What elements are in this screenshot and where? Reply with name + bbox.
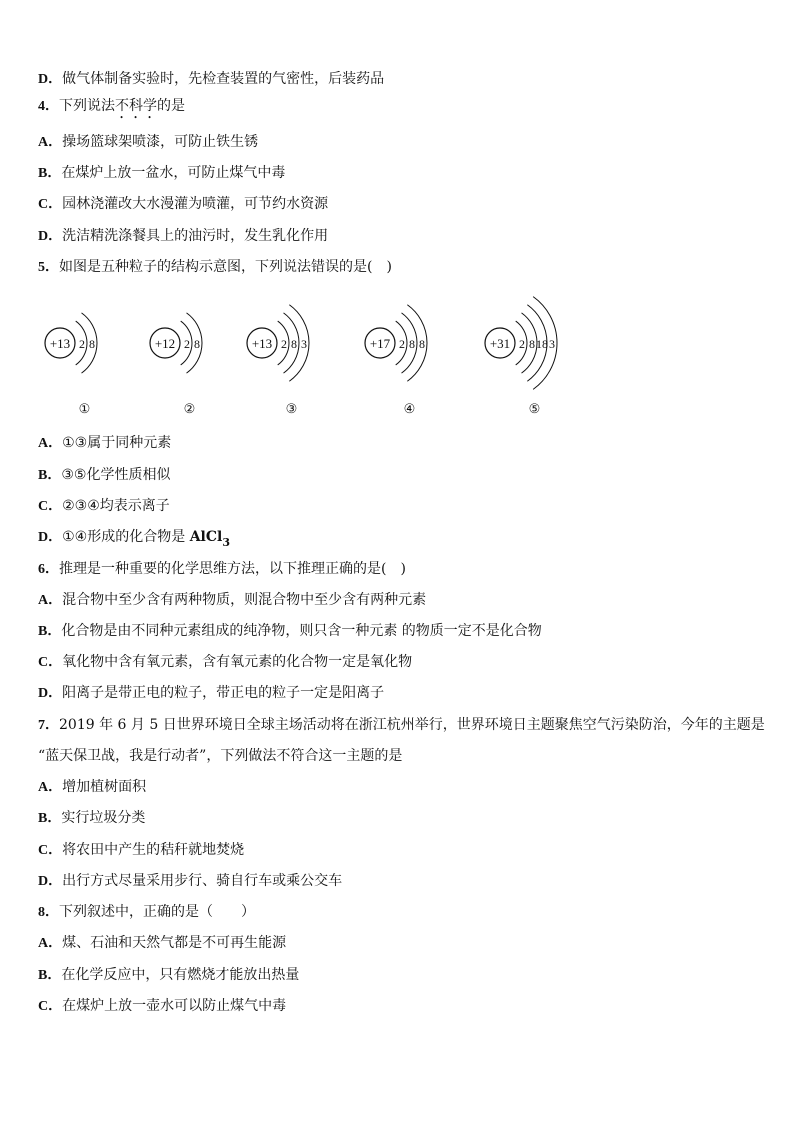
chemical-formula: AlCl	[189, 529, 223, 545]
item-label: A．	[38, 436, 63, 451]
shell-electron-count: 2	[79, 337, 85, 351]
line-text: 推理是一种重要的化学思维方法，以下推理正确的是( )	[59, 561, 406, 577]
line-text: 化合物是由不同种元素组成的纯净物，则只含一种元素 的物质一定不是化合物	[61, 623, 542, 639]
shell-electron-count: 8	[409, 337, 415, 351]
item-label: D．	[38, 72, 63, 87]
item-label: B．	[38, 468, 62, 483]
item-label: A．	[38, 780, 63, 795]
text-line	[38, 653, 412, 672]
line-text: 做气体制备实验时，先检查装置的气密性，后装药品	[62, 71, 385, 87]
text-line	[38, 434, 171, 453]
line-text: 煤、石油和天然气都是不可再生能源	[62, 935, 287, 951]
text-line	[38, 560, 406, 579]
nucleus-charge: +13	[251, 336, 273, 351]
text-line	[38, 872, 342, 891]
text-line	[38, 227, 328, 246]
item-label: 8．	[38, 905, 59, 920]
item-label: C．	[38, 843, 63, 858]
line-text: 洗洁精洗涤餐具上的油污时，发生乳化作用	[62, 228, 329, 244]
shell-electron-count: 8	[291, 337, 297, 351]
shell-electron-count: 18	[536, 337, 548, 351]
text-line	[38, 778, 146, 797]
shell-electron-count: 3	[549, 337, 555, 351]
item-label: C．	[38, 655, 63, 670]
item-label: C．	[38, 999, 63, 1014]
shell-electron-count: 8	[89, 337, 95, 351]
line-text: 出行方式尽量采用步行、骑自行车或乘公交车	[62, 873, 343, 889]
atom-diagram	[247, 305, 309, 416]
shell-electron-count: 2	[399, 337, 405, 351]
line-text: 2019 年 6 月 5 日世界环境日全球主场活动将在浙江杭州举行，世界环境日主题聚焦空气污染防治，今年的主题是	[59, 717, 765, 733]
nucleus-charge: +17	[369, 336, 391, 351]
diagram-index: ②	[183, 401, 196, 416]
nucleus-charge: +13	[49, 336, 71, 351]
item-label: 5．	[38, 260, 59, 275]
atom-diagram	[150, 313, 202, 416]
item-label: B．	[38, 166, 62, 181]
item-label: D．	[38, 874, 63, 889]
text-line	[38, 97, 185, 122]
nucleus-charge: +31	[489, 336, 511, 351]
line-text: 下列叙述中，正确的是（ ）	[59, 904, 255, 920]
text-line	[38, 622, 542, 641]
text-line	[38, 591, 426, 610]
shell-electron-count: 8	[529, 337, 535, 351]
text-line	[38, 258, 392, 277]
text-line	[38, 903, 255, 922]
text-line	[38, 966, 299, 985]
item-label: B．	[38, 968, 62, 983]
text-line	[38, 716, 765, 735]
diagram-index: ⑤	[528, 401, 541, 416]
text-line	[38, 747, 402, 765]
diagram-index: ③	[285, 401, 298, 416]
line-text: 在煤炉上放一壶水可以防止煤气中毒	[62, 998, 287, 1014]
line-text: 将农田中产生的秸秆就地焚烧	[62, 842, 245, 858]
atom-diagram	[485, 297, 557, 416]
line-text: ①③属于同种元素	[62, 435, 172, 451]
line-text: 在煤炉上放一盆水，可防止煤气中毒	[61, 165, 286, 181]
item-label: D．	[38, 686, 63, 701]
atom-diagram	[45, 313, 97, 416]
shell-electron-count: 3	[301, 337, 307, 351]
text-line	[38, 164, 285, 183]
line-text: 实行垃圾分类	[61, 810, 146, 826]
text-line	[38, 133, 258, 152]
item-label: C．	[38, 197, 63, 212]
line-text: ①④形成的化合物是	[62, 529, 190, 545]
text-line	[38, 70, 384, 89]
item-label: D．	[38, 530, 63, 545]
line-text: 如图是五种粒子的结构示意图，下列说法错误的是( )	[59, 259, 392, 275]
item-label: B．	[38, 811, 62, 826]
item-label: A．	[38, 936, 63, 951]
text-line	[38, 809, 145, 828]
text-line	[38, 997, 286, 1016]
item-label: B．	[38, 624, 62, 639]
shell-electron-count: 2	[184, 337, 190, 351]
shell-electron-count: 8	[419, 337, 425, 351]
line-text: 下列说法	[59, 98, 115, 114]
line-text: 阳离子是带正电的粒子，带正电的粒子一定是阳离子	[62, 685, 385, 701]
line-text: 操场篮球架喷漆，可防止铁生锈	[62, 134, 259, 150]
text-line	[38, 684, 384, 703]
line-text: 混合物中至少含有两种物质，则混合物中至少含有两种元素	[62, 592, 427, 608]
diagram-index: ④	[403, 401, 416, 416]
diagram-index: ①	[78, 401, 91, 416]
line-text: ②③④均表示离子	[62, 498, 170, 514]
line-text: 增加植树面积	[62, 779, 147, 795]
line-text: “蓝天保卫战，我是行动者”，下列做法不符合这一主题的是	[38, 748, 403, 764]
line-text: ③⑤化学性质相似	[61, 467, 171, 483]
nucleus-charge: +12	[154, 336, 176, 351]
shell-electron-count: 2	[519, 337, 525, 351]
line-text: 的是	[157, 98, 185, 114]
item-label: 6．	[38, 562, 59, 577]
line-text: 在化学反应中，只有燃烧才能放出热量	[61, 967, 300, 983]
line-text: 氧化物中含有氧元素，含有氧元素的化合物一定是氧化物	[62, 654, 413, 670]
text-line	[38, 195, 328, 214]
atomic-structure-diagrams	[30, 285, 590, 425]
shell-electron-count: 2	[281, 337, 287, 351]
text-line	[38, 497, 170, 516]
text-line	[38, 466, 170, 485]
item-label: D．	[38, 229, 63, 244]
item-label: A．	[38, 593, 63, 608]
line-text: 园林浇灌改大水漫灌为喷灌，可节约水资源	[62, 196, 329, 212]
item-label: 4．	[38, 99, 59, 114]
item-label: 7．	[38, 718, 59, 733]
text-line	[38, 841, 244, 860]
shell-electron-count: 8	[194, 337, 200, 351]
text-line	[38, 528, 230, 552]
chemical-formula: 3	[222, 536, 230, 549]
item-label: C．	[38, 499, 63, 514]
item-label: A．	[38, 135, 63, 150]
emphasis-text: 不科学	[115, 98, 157, 114]
text-line	[38, 934, 286, 953]
atom-diagram	[365, 305, 427, 416]
